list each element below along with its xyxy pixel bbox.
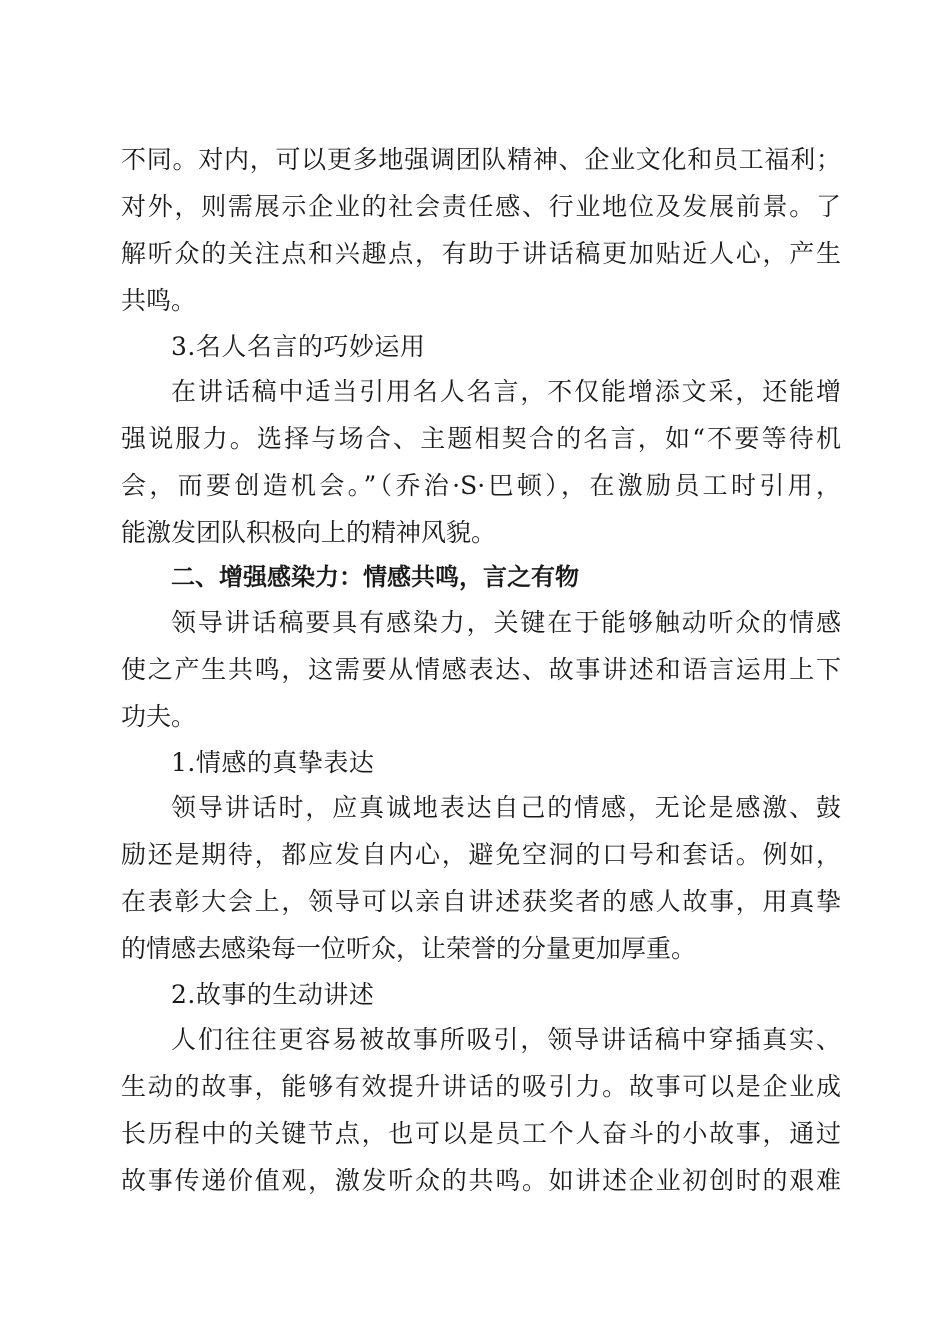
paragraph-line: 领导讲话时，应真诚地表达自己的情感，无论是感激、鼓 bbox=[171, 793, 841, 822]
paragraph-line: 长历程中的关键节点，也可以是员工个人奋斗的小故事，通过 bbox=[121, 1119, 841, 1148]
paragraph-line: 会，而要创造机会。”（乔治·S·巴顿），在激励员工时引用， bbox=[121, 471, 841, 500]
paragraph-line: 共鸣。 bbox=[121, 286, 197, 315]
paragraph-line: 领导讲话稿要具有感染力，关键在于能够触动听众的情感 bbox=[171, 608, 841, 637]
subheading-3: 3.名人名言的巧妙运用 bbox=[171, 332, 426, 361]
paragraph-line: 故事传递价值观，激发听众的共鸣。如讲述企业初创时的艰难 bbox=[121, 1166, 841, 1195]
section-heading-2: 二、增强感染力：情感共鸣，言之有物 bbox=[171, 563, 579, 591]
paragraph-line: 解听众的关注点和兴趣点，有助于讲话稿更加贴近人心，产生 bbox=[121, 239, 841, 268]
subheading-1: 1.情感的真挚表达 bbox=[171, 748, 375, 777]
paragraph-line: 生动的故事，能够有效提升讲话的吸引力。故事可以是企业成 bbox=[121, 1072, 841, 1101]
paragraph-line: 励还是期待，都应发自内心，避免空洞的口号和套话。例如， bbox=[121, 840, 841, 869]
paragraph-line: 不同。对内，可以更多地强调团队精神、企业文化和员工福利； bbox=[121, 145, 841, 174]
paragraph-line: 对外，则需展示企业的社会责任感、行业地位及发展前景。了 bbox=[121, 192, 841, 221]
paragraph-line: 能激发团队积极向上的精神风貌。 bbox=[121, 518, 497, 547]
paragraph-line: 功夫。 bbox=[121, 702, 197, 731]
paragraph-line: 强说服力。选择与场合、主题相契合的名言，如“不要等待机 bbox=[121, 424, 841, 453]
paragraph-line: 使之产生共鸣，这需要从情感表达、故事讲述和语言运用上下 bbox=[121, 655, 841, 684]
paragraph-line: 在讲话稿中适当引用名人名言，不仅能增添文采，还能增 bbox=[171, 377, 841, 406]
paragraph-line: 在表彰大会上，领导可以亲自讲述获奖者的感人故事，用真挚 bbox=[121, 887, 841, 916]
subheading-2: 2.故事的生动讲述 bbox=[171, 980, 375, 1009]
paragraph-line: 人们往往更容易被故事所吸引，领导讲话稿中穿插真实、 bbox=[171, 1025, 841, 1054]
paragraph-line: 的情感去感染每一位听众，让荣誉的分量更加厚重。 bbox=[121, 934, 697, 963]
